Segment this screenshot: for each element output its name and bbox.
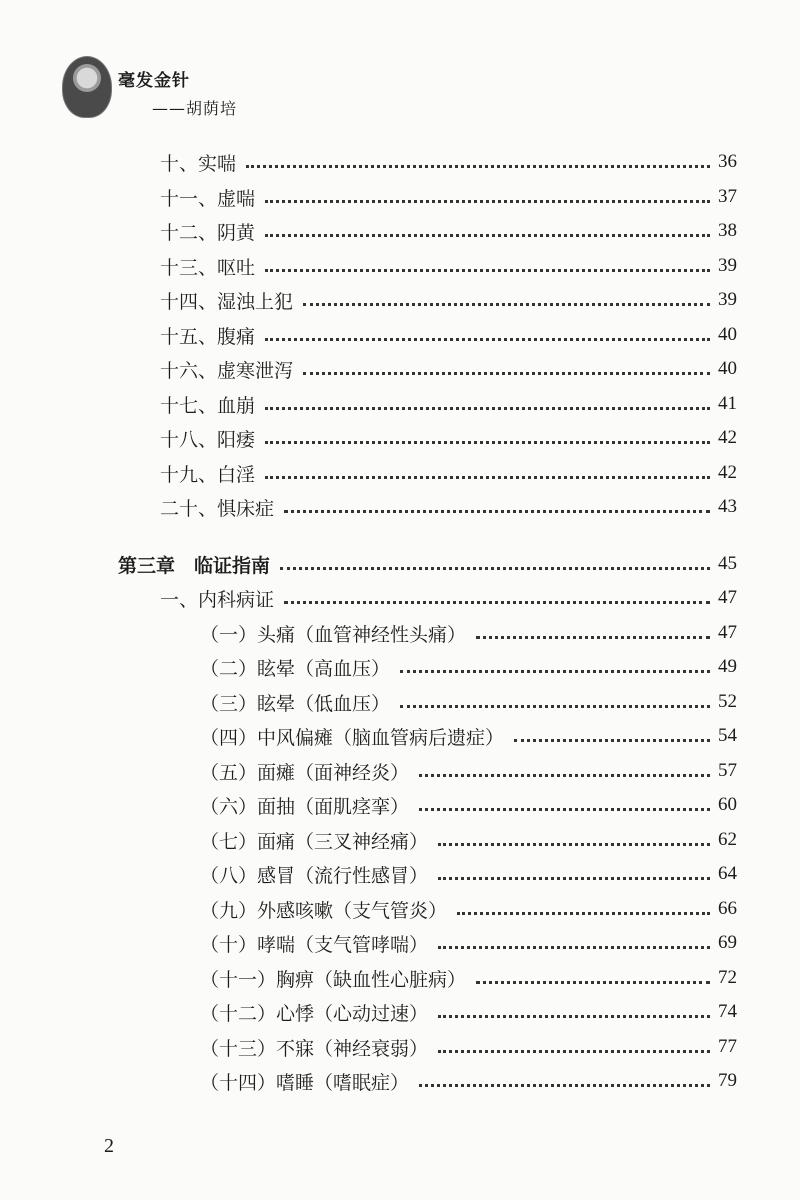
toc-entry (200, 1067, 737, 1095)
dot-leader (419, 808, 710, 811)
toc-entry (200, 1033, 737, 1061)
toc-entry-title: （九）外感咳嗽（支气管炎） (200, 899, 448, 922)
toc-entry (160, 459, 737, 487)
dot-leader (284, 601, 710, 604)
toc-entry-page: 41 (718, 393, 737, 414)
toc-entry-page: 36 (718, 151, 737, 172)
toc-entry-title: （十一）胸痹（缺血性心脏病） (200, 968, 467, 991)
dot-leader (265, 200, 710, 203)
toc-entry-title: （四）中风偏瘫（脑血管病后遗症） (200, 726, 505, 749)
dot-leader (303, 303, 710, 306)
toc-entry (200, 722, 737, 750)
dot-leader (476, 981, 710, 984)
toc-entry-title: 十八、阳痿 (160, 428, 256, 451)
toc-entry-title: （六）面抽（面肌痉挛） (200, 795, 410, 818)
dot-leader (457, 912, 710, 915)
toc-entry (160, 321, 737, 349)
toc-entry (160, 286, 737, 314)
dot-leader (438, 946, 710, 949)
toc-entry-page: 37 (718, 186, 737, 207)
toc-entry-page: 49 (718, 656, 737, 677)
dot-leader (476, 636, 710, 639)
toc-entry-title: 一、内科病证 (160, 588, 275, 611)
toc-entry-title: （五）面瘫（面神经炎） (200, 761, 410, 784)
toc-entry (200, 998, 737, 1026)
toc-entry-page: 42 (718, 462, 737, 483)
toc-entry (200, 653, 737, 681)
dot-leader (265, 269, 710, 272)
dot-leader (438, 1050, 710, 1053)
toc-entry (160, 252, 737, 280)
toc-entry (160, 493, 737, 521)
toc-entry-page: 47 (718, 587, 737, 608)
toc-entry-title: （三）眩晕（低血压） (200, 692, 391, 715)
dot-leader (438, 843, 710, 846)
dot-leader (419, 1084, 710, 1087)
dot-leader (400, 705, 710, 708)
toc-entry-page: 40 (718, 324, 737, 345)
toc-entry-page: 79 (718, 1070, 737, 1091)
dot-leader (265, 338, 710, 341)
toc-entry-page: 38 (718, 220, 737, 241)
toc-entry (200, 929, 737, 957)
toc-entry (160, 183, 737, 211)
toc-entry-page: 74 (718, 1001, 737, 1022)
page-number: 2 (104, 1135, 114, 1157)
toc-entry-page: 77 (718, 1036, 737, 1057)
toc-entry (160, 148, 737, 176)
toc-entry-title: （八）感冒（流行性感冒） (200, 864, 429, 887)
toc-entry-title: 十七、血崩 (160, 394, 256, 417)
toc-entry-page: 45 (718, 553, 737, 574)
toc-entry (200, 826, 737, 854)
toc-entry (200, 791, 737, 819)
toc-entry-page: 39 (718, 255, 737, 276)
dot-leader (280, 567, 710, 570)
toc-entry (160, 424, 737, 452)
toc-entry-page: 60 (718, 794, 737, 815)
toc-entry-page: 42 (718, 427, 737, 448)
toc-entry (200, 860, 737, 888)
toc-entry-page: 40 (718, 358, 737, 379)
toc-entry-page: 54 (718, 725, 737, 746)
toc-entry-title: 第三章 临证指南 (118, 554, 271, 577)
dot-leader (419, 774, 710, 777)
dot-leader (246, 165, 710, 168)
toc-entry-page: 57 (718, 760, 737, 781)
toc-entry-title: 十三、呕吐 (160, 256, 256, 279)
toc-entry (118, 550, 737, 578)
toc-entry-title: 十、实喘 (160, 152, 237, 175)
toc-entry-title: 十六、虚寒泄泻 (160, 359, 294, 382)
book-author: ——胡荫培 (152, 99, 238, 118)
dot-leader (265, 476, 710, 479)
toc-entry-title: （七）面痛（三叉神经痛） (200, 830, 429, 853)
toc-entry-page: 69 (718, 932, 737, 953)
toc-entry (200, 964, 737, 992)
dot-leader (265, 234, 710, 237)
toc-entry-page: 66 (718, 898, 737, 919)
toc-entry (160, 584, 737, 612)
toc-entry (160, 355, 737, 383)
dot-leader (284, 510, 710, 513)
toc-entry (200, 688, 737, 716)
toc-entry (200, 619, 737, 647)
toc-entry-page: 72 (718, 967, 737, 988)
toc-entry-title: （十）哮喘（支气管哮喘） (200, 933, 429, 956)
toc-entry-title: （一）头痛（血管神经性头痛） (200, 623, 467, 646)
dot-leader (265, 407, 710, 410)
toc-entry-page: 52 (718, 691, 737, 712)
toc-entry-title: 十二、阴黄 (160, 221, 256, 244)
dot-leader (400, 670, 710, 673)
dot-leader (438, 1015, 710, 1018)
toc-entry (200, 757, 737, 785)
dot-leader (438, 877, 710, 880)
toc-entry-page: 39 (718, 289, 737, 310)
toc-entry-page: 47 (718, 622, 737, 643)
dot-leader (514, 739, 710, 742)
dot-leader (303, 372, 710, 375)
dot-leader (265, 441, 710, 444)
toc-entry-page: 43 (718, 496, 737, 517)
toc-entry-title: 十五、腹痛 (160, 325, 256, 348)
toc-entry-title: （十四）嗜睡（嗜眠症） (200, 1071, 410, 1094)
toc-entry-title: 十九、白淫 (160, 463, 256, 486)
toc-entry (160, 217, 737, 245)
toc-entry (160, 390, 737, 418)
toc-entry-title: （十三）不寐（神经衰弱） (200, 1037, 429, 1060)
toc-entry-page: 62 (718, 829, 737, 850)
toc-entry-title: （十二）心悸（心动过速） (200, 1002, 429, 1025)
toc-entry-title: 二十、惧床症 (160, 497, 275, 520)
book-title: 毫发金针 (118, 71, 190, 91)
toc-entry-title: 十一、虚喘 (160, 187, 256, 210)
toc-entry (200, 895, 737, 923)
toc-entry-title: 十四、湿浊上犯 (160, 290, 294, 313)
toc-entry-title: （二）眩晕（高血压） (200, 657, 391, 680)
toc-entry-page: 64 (718, 863, 737, 884)
